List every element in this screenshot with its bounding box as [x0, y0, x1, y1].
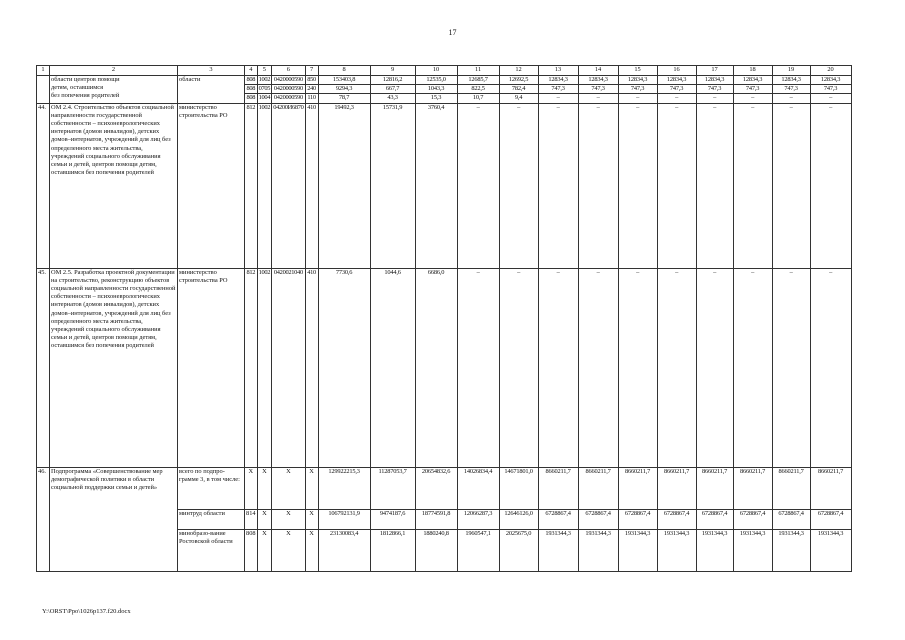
executor-cell: области — [178, 76, 245, 104]
column-number-row — [37, 66, 852, 76]
column-number-7: 7 — [305, 66, 318, 76]
column-number-17: 17 — [696, 66, 733, 76]
column-number-20: 20 — [810, 66, 851, 76]
column-number-14: 14 — [578, 66, 618, 76]
table-row: минтруд области 814 X X X 106792131,9 9474187,6 18774591,8 12066287,3 12646126,0 6728867,4 6728867,4 6728867,4 6728867,4 6728867,4 6728867,4 6728867,4 6728867,4 — [37, 509, 852, 529]
executor-cell: министерство строительства РО — [178, 268, 245, 467]
row-number: 45. — [37, 268, 50, 467]
table-row: 808 0705 0420000590 240 9294,3 667,7 1043,3 822,5 782,4 747,3 747,3 747,3 747,3 747,3 747,3 747,3 747,3 — [37, 85, 852, 94]
table-row: 44. ОМ 2.4. Строительство объектов социальной направленности государственной собственности – психоневрологических интернатов (домов инвалидов), детских домов–интернатов, учреждений для лиц без определенного места жительства, учреждений социального обслуживания семьи и детей, центров помощи детям, оставшимся без попечения родителей министерство строительства РО 812 1002 04200И6870 410 19492,3 15731,9 3760,4 – – – – – – – – – – — [37, 103, 852, 268]
column-number-10: 10 — [415, 66, 457, 76]
column-number-4: 4 — [245, 66, 258, 76]
column-number-13: 13 — [538, 66, 578, 76]
executor-cell: минтруд области — [178, 509, 245, 529]
column-number-12: 12 — [499, 66, 538, 76]
row-name: ОМ 2.5. Разработка проектной документации на строительство, реконструкцию объектов социальной направленности государственной собственности – психоневрологических интернатов (домов инвалидов), детских домов–интернатов, учреждений для лиц без определенного места жительства, учреждений социального обслуживания семьи и детей, центров помощи детям, оставшимся без попечения родителей — [50, 268, 178, 467]
column-number-18: 18 — [733, 66, 772, 76]
table-row: 808 1004 0420000590 110 78,7 43,3 15,3 10,7 9,4 – – – – – – – – — [37, 94, 852, 103]
table-row: минобразо-вание Ростовской области 808 X X X 23130083,4 1812866,1 1880240,8 1960547,1 2025675,0 1931344,3 1931344,3 1931344,3 1931344,3 1931344,3 1931344,3 1931344,3 1931344,3 — [37, 529, 852, 571]
executor-cell: всего по подпро-грамме 3, в том числе: — [178, 467, 245, 509]
page-number: 17 — [448, 28, 457, 37]
table-row: 45. ОМ 2.5. Разработка проектной документации на строительство, реконструкцию объектов социальной направленности государственной собственности – психоневрологических интернатов (домов инвалидов), детских домов–интернатов, учреждений для лиц без определенного места жительства, учреждений социального обслуживания семьи и детей, центров помощи детям, оставшимся без попечения родителей министерство строительства РО 812 1002 0420021040 410 7730,6 1044,6 6686,0 – – – – – – – – – – — [37, 268, 852, 467]
row-number: 44. — [37, 103, 50, 268]
column-number-2: 2 — [50, 66, 178, 76]
budget-table — [36, 65, 852, 572]
row-name-cont: области центров помощи детям, оставшимся без попечения родителей — [50, 76, 178, 104]
column-number-8: 8 — [318, 66, 370, 76]
row-name: ОМ 2.4. Строительство объектов социальной направленности государственной собственности – психоневрологических интернатов (домов инвалидов), детских домов–интернатов, учреждений для лиц без определенного места жительства, учреждений социального обслуживания семьи и детей, центров помощи детям, оставшимся без попечения родителей — [50, 103, 178, 268]
column-number-16: 16 — [657, 66, 696, 76]
column-number-15: 15 — [618, 66, 657, 76]
column-number-6: 6 — [272, 66, 305, 76]
column-number-9: 9 — [370, 66, 415, 76]
row-number: 46. — [37, 467, 50, 571]
file-path-footer: Y:\ORST\Ppo\1026p137.f20.docx — [42, 608, 131, 615]
column-number-1: 1 — [37, 66, 50, 76]
executor-cell: министерство строительства РО — [178, 103, 245, 268]
table-row: области центров помощи детям, оставшимся без попечения родителей области 808 1002 0420000590 850 153403,8 12816,2 12535,0 12685,7 12692,5 12834,3 12834,3 12834,3 12834,3 12834,3 12834,3 12834,3 12834,3 — [37, 76, 852, 85]
table-row: 46. Подпрограмма «Совершенствование мер демографической политики в области социальной поддержки семьи и детей» всего по подпро-грамме 3, в том числе: X X X X 129922215,3 11287053,7 20654832,6 14026834,4 14671801,0 8660211,7 8660211,7 8660211,7 8660211,7 8660211,7 8660211,7 8660211,7 8660211,7 — [37, 467, 852, 509]
column-number-11: 11 — [457, 66, 499, 76]
row-name: Подпрограмма «Совершенствование мер демографической политики в области социальной поддержки семьи и детей» — [50, 467, 178, 571]
column-number-3: 3 — [178, 66, 245, 76]
column-number-5: 5 — [257, 66, 272, 76]
executor-cell: минобразо-вание Ростовской области — [178, 529, 245, 571]
column-number-19: 19 — [772, 66, 810, 76]
